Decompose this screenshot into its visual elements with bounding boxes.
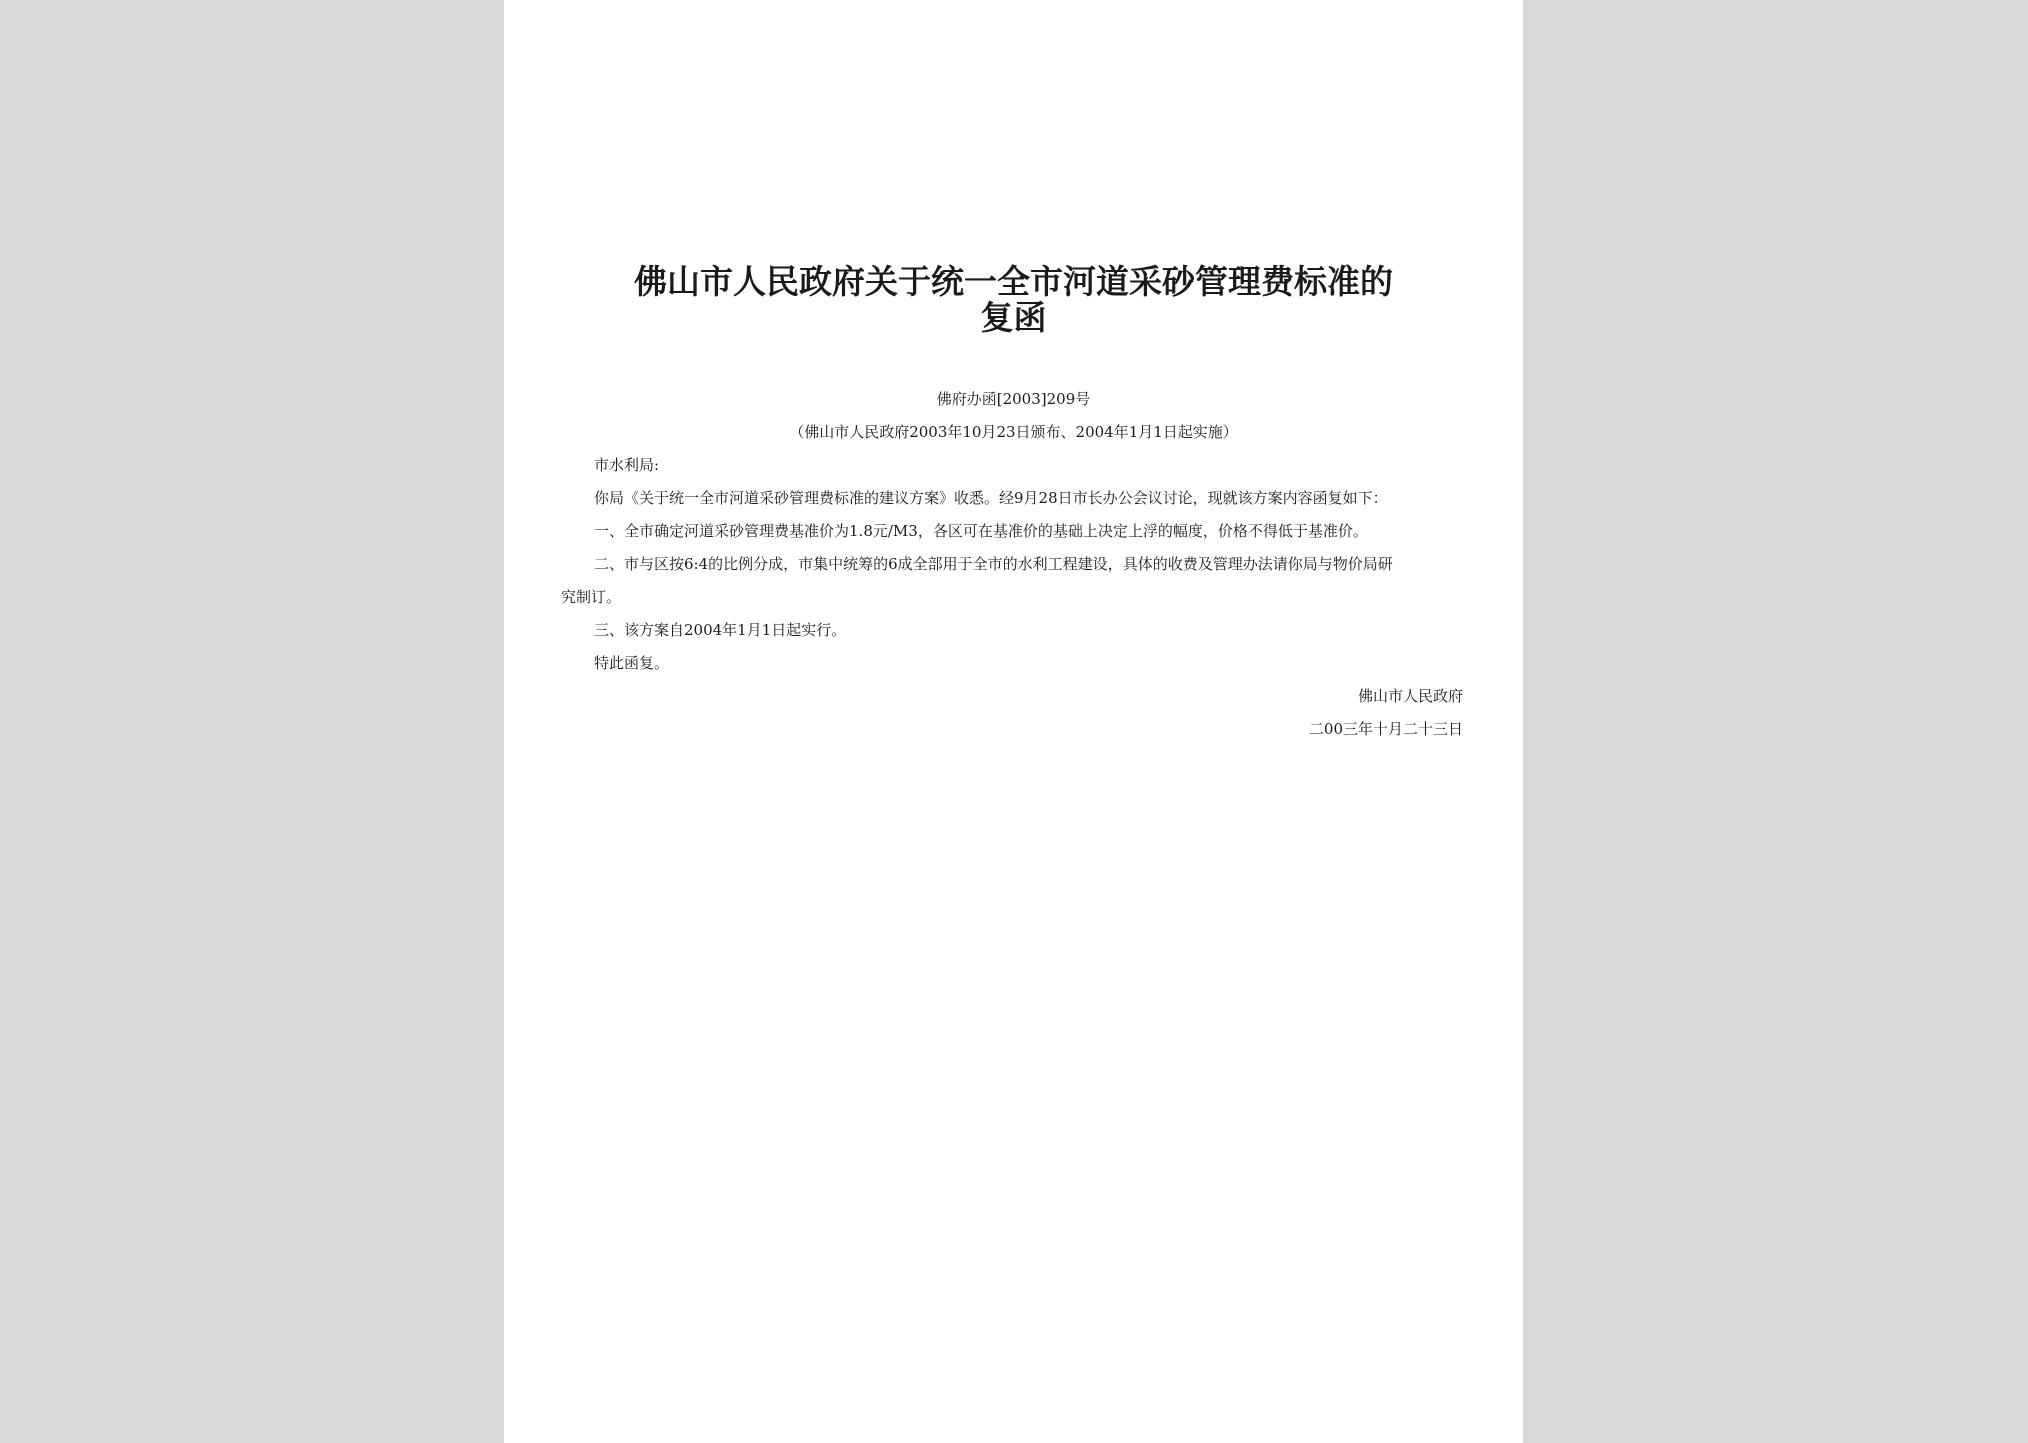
addressee: 市水利局: — [594, 456, 660, 474]
document-title-line-2: 复函 — [980, 298, 1047, 337]
document-title-line-1: 佛山市人民政府关于统一全市河道采砂管理费标准的 — [634, 262, 1393, 301]
promulgation-note: （佛山市人民政府2003年10月23日颁布、2004年1月1日起实施） — [789, 423, 1238, 441]
body-paragraph-intro: 你局《关于统一全市河道采砂管理费标准的建议方案》收悉。经9月28日市长办公会议讨论，现就该方案内容函复如下： — [594, 489, 1388, 507]
document-date: 二00三年十月二十三日 — [1308, 720, 1463, 738]
body-paragraph-item-1: 一、全市确定河道采砂管理费基准价为1.8元/M3，各区可在基准价的基础上决定上浮的幅度，价格不得低于基准价。 — [594, 522, 1368, 540]
body-paragraph-closing: 特此函复。 — [594, 654, 670, 672]
body-paragraph-item-2: 二、市与区按6:4的比例分成，市集中统筹的6成全部用于全市的水利工程建设，具体的收费及管理办法请你局与物价局研 — [594, 555, 1393, 573]
document-page — [504, 0, 1523, 1443]
body-paragraph-item-3: 三、该方案自2004年1月1日起实行。 — [594, 621, 847, 639]
signature: 佛山市人民政府 — [1357, 687, 1463, 705]
document-number: 佛府办函[2003]209号 — [936, 390, 1091, 408]
body-paragraph-item-2-continued: 究制订。 — [561, 588, 622, 606]
